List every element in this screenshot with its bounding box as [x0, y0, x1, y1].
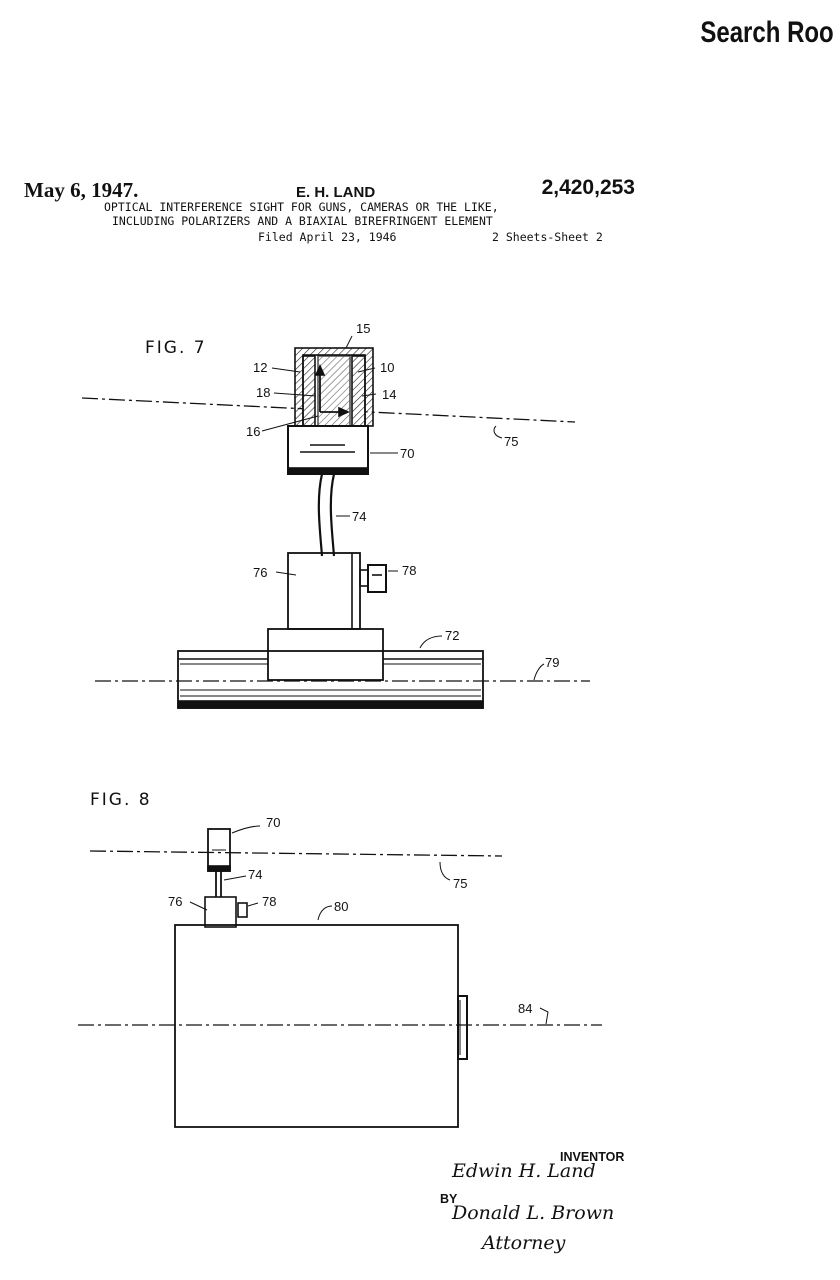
fig7-ref-76: 76 — [253, 565, 268, 580]
fig7-polarizer-12 — [303, 356, 315, 426]
title-line-1: OPTICAL INTERFERENCE SIGHT FOR GUNS, CAMERAS OR THE LIKE, — [104, 200, 499, 214]
fig7-ref-78: 78 — [402, 563, 417, 578]
fig7-ref-72: 72 — [445, 628, 460, 643]
inventor-name: E. H. LAND — [296, 184, 376, 201]
fig7-ref-70: 70 — [400, 446, 415, 461]
fig8-ref-80: 80 — [334, 899, 349, 914]
fig8-label: FIG. 8 — [90, 790, 152, 810]
fig7-ref-12: 12 — [253, 360, 268, 375]
filed-date: Filed April 23, 1946 — [258, 230, 397, 244]
patent-number: 2,420,253 — [541, 176, 635, 199]
patent-date: May 6, 1947. — [24, 178, 139, 202]
sheet-count: 2 Sheets-Sheet 2 — [492, 230, 603, 244]
fig7-ref-10: 10 — [380, 360, 395, 375]
inventor-signature: Edwin H. Land — [452, 1160, 596, 1182]
fig8-ref-70: 70 — [266, 815, 281, 830]
fig7-ref-16: 16 — [246, 424, 261, 439]
fig8-ref-76: 76 — [168, 894, 183, 909]
fig8-ref-75: 75 — [453, 876, 468, 891]
fig8-ref-84: 84 — [518, 1001, 533, 1016]
fig8-ref-78: 78 — [262, 894, 277, 909]
fig7-polarizer-14 — [352, 356, 365, 426]
inventor-caption: INVENTOR — [560, 1150, 625, 1164]
fig7-ref-75: 75 — [504, 434, 519, 449]
fig7-label: FIG. 7 — [145, 338, 207, 358]
search-room-stamp: Search Roo — [700, 16, 834, 49]
fig7-ref-15: 15 — [356, 321, 371, 336]
fig7-ref-79: 79 — [545, 655, 560, 670]
attorney-signature: Donald L. Brown — [452, 1202, 615, 1224]
fig7-ref-18: 18 — [256, 385, 271, 400]
title-line-2: INCLUDING POLARIZERS AND A BIAXIAL BIREFRINGENT ELEMENT — [112, 214, 493, 228]
fig7-ref-74: 74 — [352, 509, 367, 524]
attorney-caption: Attorney — [482, 1232, 566, 1254]
by-caption: BY — [440, 1192, 458, 1206]
fig7-ref-14: 14 — [382, 387, 397, 402]
fig8-ref-74: 74 — [248, 867, 263, 882]
fig7-element-10 — [318, 356, 350, 426]
